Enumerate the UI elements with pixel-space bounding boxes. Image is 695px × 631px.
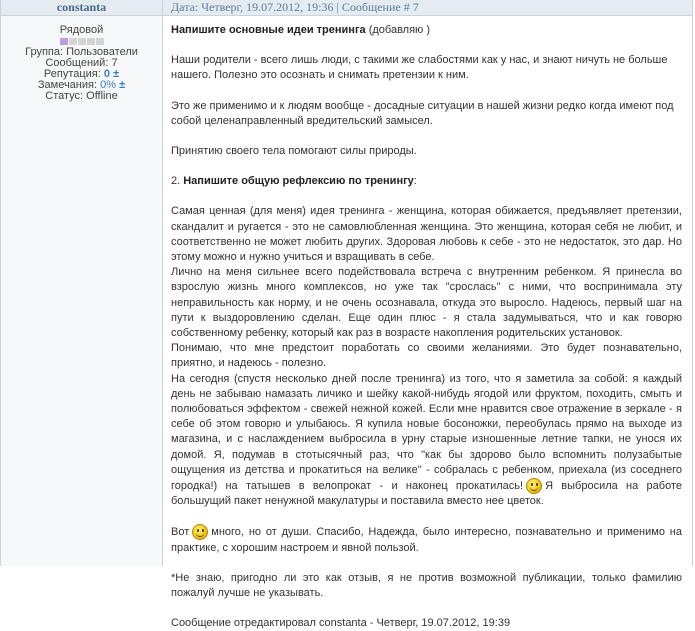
author-sidebar	[1, 16, 163, 566]
heading-1-bold: Напишите основные идеи тренинга	[171, 24, 366, 36]
post-author-name[interactable]: constanta	[1, 0, 163, 16]
rank-star-icon	[96, 38, 104, 45]
rank-star-icon	[78, 38, 86, 45]
section-heading-2	[171, 174, 682, 189]
smile-icon	[526, 478, 542, 494]
post-meta	[163, 0, 692, 16]
user-message-count: Сообщений: 7	[45, 57, 118, 69]
paragraph-part: На сегодня (спустя несколько дней после тренинга) из того, что я заметила за собой: я каждый день не забываю намазать личико и шейку какой-нибудь ягодой или фруктом, походить, смыть и полюбоваться эффектом - свежей нежной кожей. Если мне нравится свое отражение в зеркале - я себе об этом говорю и улыбаюсь. Я купила новые босоножки, переобулась прямо на выходе из магазина, и с наслаждением выбросила в урну старые изношенные летние тапки, не унося их домой. Я, подумав в стотысячный раз, что "как бы здорово было вспомнить полузабытые ощущения из детства и прокатиться на велике" - собралась с ребенком, приехала (из соседнего городка!) на татышев в велопрокат - и наконец прокатилась!	[171, 372, 682, 492]
heading-2-bold: Напишите общую рефлексию по тренингу	[183, 175, 414, 188]
user-rank: Рядовой	[59, 24, 104, 36]
paragraph: Это же применимо и к людям вообще - досадные ситуации в нашей жизни редко когда имеют под собой целенаправленный вредительский замысел.	[171, 99, 674, 127]
warnings-change-button[interactable]: ±	[119, 79, 126, 91]
paragraph	[171, 524, 682, 555]
heading-2-num: 2.	[171, 175, 184, 188]
paragraph	[171, 372, 682, 510]
post-date: Дата: Четверг, 19.07.2012, 19:36	[171, 0, 334, 14]
edited-note: Сообщение отредактировал constanta - Четверг, 19.07.2012, 19:39	[171, 617, 511, 630]
paragraph: Принятию своего тела помогают силы природы.	[171, 145, 417, 158]
heading-1-rest: (добавляю )	[365, 24, 431, 36]
paragraph-part: Я выбросила на работе большущий пакет ненужной макулатуры и поставила вместо нее цветок.	[171, 479, 682, 508]
paragraph-part: Вот	[171, 526, 190, 539]
paragraph: Наши родители - всего лишь люди, с такими же слабостями как у нас, и знают ничуть не больше нашего. Полезно это осознать и снимать претензии к ним.	[171, 54, 668, 82]
rank-star-icon	[69, 38, 77, 45]
rank-star-icon	[60, 38, 68, 45]
meta-separator: |	[336, 0, 339, 14]
paragraph: Понимаю, что мне предстоит поработать со своими желаниями. Это будет познавательно, приятно, и надеюсь - полезно.	[171, 342, 682, 370]
reputation-change-button[interactable]: ±	[113, 68, 120, 80]
paragraph-part: много, но от души. Спасибо, Надежда, было интересно, познавательно и применимо на практике, с хорошим настроем и явной пользой.	[171, 526, 682, 554]
paragraph: *Не знаю, пригодно ли это как отзыв, я не против возможной публикации, только фамилию пожалуй лучше не указывать.	[171, 571, 682, 599]
warnings-label: Замечания:	[37, 79, 98, 91]
paragraph: Самая ценная (для меня) идея тренинга - женщина, которая обижается, предъявляет претензии, скандалит и ругается - это не самовлюбленная женщина. Это женщина, которая себя не любит, и соответственно не может любить других. Здоровая любовь к себе - это не недостаток, это дар. Но этому можно и нужно учиться и взращивать в себе.	[171, 205, 682, 264]
user-status: Статус: Offline	[45, 90, 118, 102]
rank-stars	[1, 38, 162, 45]
reputation-label: Репутация:	[43, 68, 101, 80]
rank-star-icon	[87, 38, 95, 45]
paragraph: Лично на меня сильнее всего подействовала встреча с внутренним ребенком. Я принесла во взрослую жизнь много комплексов, но уже так "срослась" с ними, что воспринимала эту неправильность как норму, и не очень осознавала, откуда это выросло. Надеюсь, первый шаг на пути к выздоровлению сделан. Еще один плюс - я стала задумываться, что и как говорю собственному ребенку, который как раз в возрасте накопления родительских установок.	[171, 266, 682, 340]
smile-icon	[192, 524, 208, 540]
heading-2-rest: :	[413, 175, 417, 188]
section-heading-1	[171, 23, 682, 38]
post-number-link[interactable]: Сообщение # 7	[341, 0, 419, 14]
warnings-value[interactable]: 0%	[100, 79, 117, 91]
user-group: Группа: Пользователи	[25, 46, 138, 58]
post-body	[171, 23, 682, 631]
reputation-value[interactable]: 0	[103, 68, 110, 80]
